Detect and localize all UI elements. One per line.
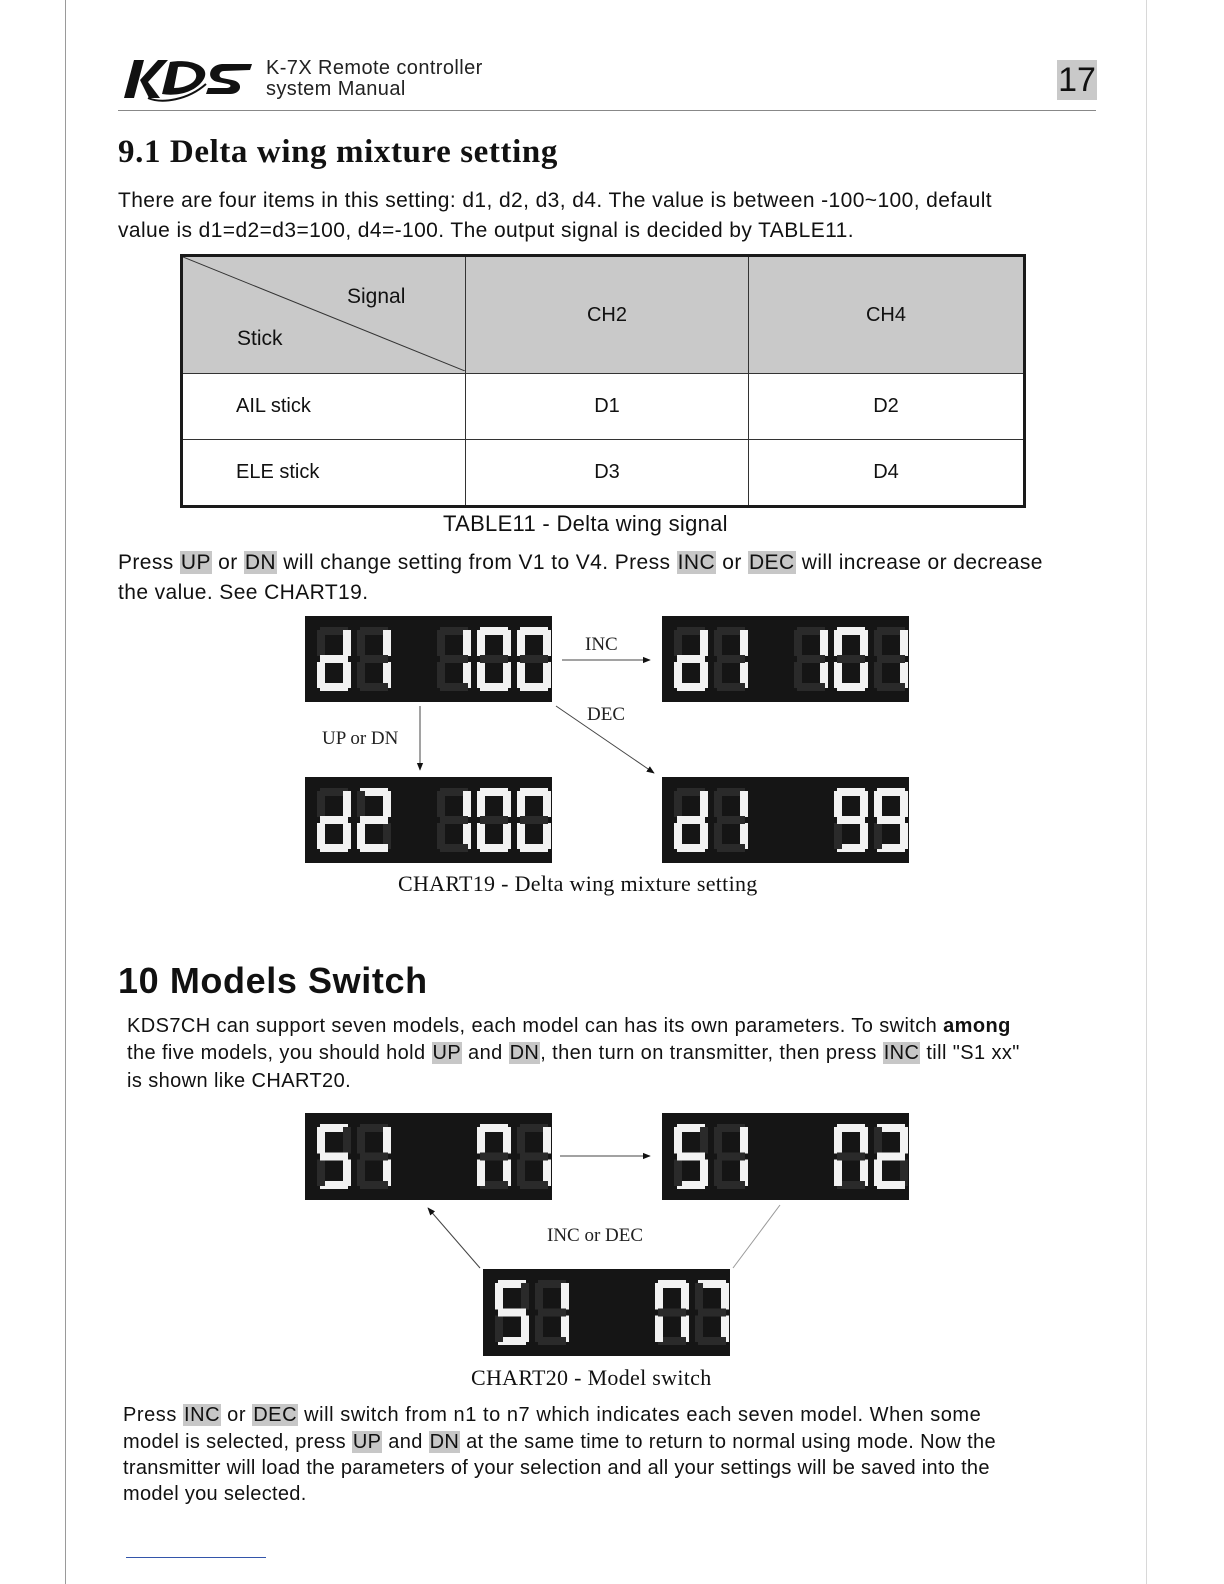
table11-caption: TABLE11 - Delta wing signal [443, 511, 728, 536]
key-dec: DEC [253, 1404, 298, 1426]
lcd-segment [834, 1127, 842, 1154]
row-label: AIL stick [182, 374, 466, 440]
text: till "S1 xx" [920, 1042, 1020, 1064]
lcd-segment [477, 1127, 485, 1154]
footer-link-line [126, 1557, 266, 1558]
lcd-segment [717, 1153, 745, 1161]
text: will switch from n1 to n7 which indicates each seven model. When some [298, 1404, 982, 1426]
text: at the same time to return to normal using mode. Now the [460, 1431, 996, 1453]
lcd-segment [677, 1153, 705, 1161]
lcd-segment [655, 1316, 663, 1343]
text: will increase or decrease [795, 551, 1043, 574]
lcd-segment [674, 1160, 682, 1187]
chart20-caption: CHART20 - Model switch [471, 1365, 712, 1390]
lcd-segment [658, 1309, 686, 1317]
cell-ch2: D1 [466, 374, 749, 440]
text: will change setting from V1 to V4. Press [277, 551, 677, 574]
lcd-segment [674, 1127, 682, 1154]
section-9-1-press-line2: the value. See CHART19. [118, 581, 369, 604]
text: Press [123, 1404, 183, 1426]
lcd-segment [700, 1127, 708, 1154]
line-n2-to-n7 [733, 1205, 780, 1268]
header-title-line1: K-7X Remote controller [266, 57, 483, 79]
lcd-segment [877, 1153, 905, 1161]
label-dec: DEC [587, 704, 625, 725]
key-dn: DN [429, 1431, 460, 1453]
text: or [221, 1404, 253, 1426]
key-inc: INC [183, 1404, 221, 1426]
label-inc-or-dec: INC or DEC [547, 1225, 644, 1246]
key-up: UP [180, 551, 211, 574]
lcd-display [305, 1113, 552, 1200]
key-inc: INC [883, 1042, 920, 1064]
header-title-line2: system Manual [266, 78, 406, 100]
label-inc: INC [585, 634, 618, 655]
lcd-segment [357, 1160, 365, 1187]
cell-ch2: D3 [466, 440, 749, 507]
lcd-segment [495, 1316, 503, 1343]
section-10-p1-line1 [127, 1012, 1011, 1040]
lcd-segment [503, 1127, 511, 1154]
key-inc: INC [677, 551, 716, 574]
lcd-digits [662, 1113, 909, 1200]
lcd-segment [535, 1316, 543, 1343]
lcd-segment [480, 1153, 508, 1161]
lcd-segment [543, 1127, 551, 1154]
lcd-segment [495, 1283, 503, 1310]
lcd-segment [874, 1160, 882, 1187]
text: , then turn on transmitter, then press [540, 1042, 883, 1064]
lcd-segment [517, 1160, 525, 1187]
section-10-p2-line4: model you selected. [123, 1483, 307, 1505]
lcd-segment [357, 1127, 365, 1154]
key-dn: DN [509, 1042, 540, 1064]
col-header-ch2: CH2 [466, 256, 749, 374]
corner-signal-label: Signal [347, 285, 406, 308]
section-10-p1-line2 [127, 1039, 1020, 1067]
text: KDS7CH can support seven models, each model can has its own parameters. To switch [127, 1015, 944, 1037]
text: and [382, 1431, 429, 1453]
text: model is selected, press [123, 1431, 352, 1453]
lcd-segment [681, 1283, 689, 1310]
section-10-p2-line3: transmitter will load the parameters of your selection and all your settings will be saved into the [123, 1457, 990, 1479]
section-9-1-intro-line1: There are four items in this setting: d1, d2, d3, d4. The value is between -100~100, default [118, 189, 993, 212]
lcd-segment [695, 1283, 703, 1310]
text: or [716, 551, 748, 574]
lcd-segment [698, 1309, 726, 1317]
label-up-or-dn: UP or DN [322, 728, 399, 749]
key-dn: DN [244, 551, 276, 574]
lcd-segment [383, 1127, 391, 1154]
lcd-segment [320, 1153, 348, 1161]
key-dec: DEC [748, 551, 795, 574]
text-bold: among [943, 1015, 1011, 1037]
lcd-segment [721, 1283, 729, 1310]
cell-ch4: D2 [749, 374, 1025, 440]
section-10-heading: 10 Models Switch [118, 960, 428, 1001]
section-10-p2-line2 [123, 1429, 996, 1456]
lcd-segment [837, 1153, 865, 1161]
chart19-caption: CHART19 - Delta wing mixture setting [398, 871, 758, 896]
text: and [462, 1042, 509, 1064]
lcd-segment [317, 1127, 325, 1154]
section-9-1-heading: 9.1 Delta wing mixture setting [118, 134, 558, 170]
text: Press [118, 551, 180, 574]
lcd-segment [834, 1160, 842, 1187]
lcd-segment [317, 1160, 325, 1187]
lcd-segment [714, 1127, 722, 1154]
lcd-segment [535, 1283, 543, 1310]
row-label: ELE stick [182, 440, 466, 507]
key-up: UP [432, 1042, 462, 1064]
lcd-segment [860, 1127, 868, 1154]
lcd-segment [561, 1283, 569, 1310]
arrow-n7-to-n1 [428, 1208, 480, 1268]
lcd-segment [477, 1160, 485, 1187]
lcd-segment [498, 1309, 526, 1317]
lcd-segment [517, 1127, 525, 1154]
lcd-segment [521, 1283, 529, 1310]
key-up: UP [352, 1431, 382, 1453]
lcd-segment [714, 1160, 722, 1187]
lcd-display [483, 1269, 730, 1356]
text: or [211, 551, 244, 574]
lcd-segment [655, 1283, 663, 1310]
lcd-segment [520, 1153, 548, 1161]
section-9-1-intro-line2: value is d1=d2=d3=100, d4=-100. The output signal is decided by TABLE11. [118, 219, 854, 242]
section-10-p1-line3: is shown like CHART20. [127, 1070, 352, 1092]
lcd-segment [343, 1127, 351, 1154]
lcd-segment [874, 1127, 882, 1154]
page-number: 17 [1058, 61, 1096, 99]
lcd-segment [900, 1127, 908, 1154]
lcd-digits [483, 1269, 730, 1356]
lcd-segment [360, 1153, 388, 1161]
lcd-segment [740, 1127, 748, 1154]
text: the five models, you should hold [127, 1042, 432, 1064]
corner-stick-label: Stick [237, 327, 283, 350]
col-header-ch4: CH4 [749, 256, 1025, 374]
section-10-p2-line1 [123, 1402, 981, 1429]
cell-ch4: D4 [749, 440, 1025, 507]
lcd-segment [695, 1316, 703, 1343]
lcd-display [662, 1113, 909, 1200]
lcd-segment [538, 1309, 566, 1317]
lcd-digits [305, 1113, 552, 1200]
